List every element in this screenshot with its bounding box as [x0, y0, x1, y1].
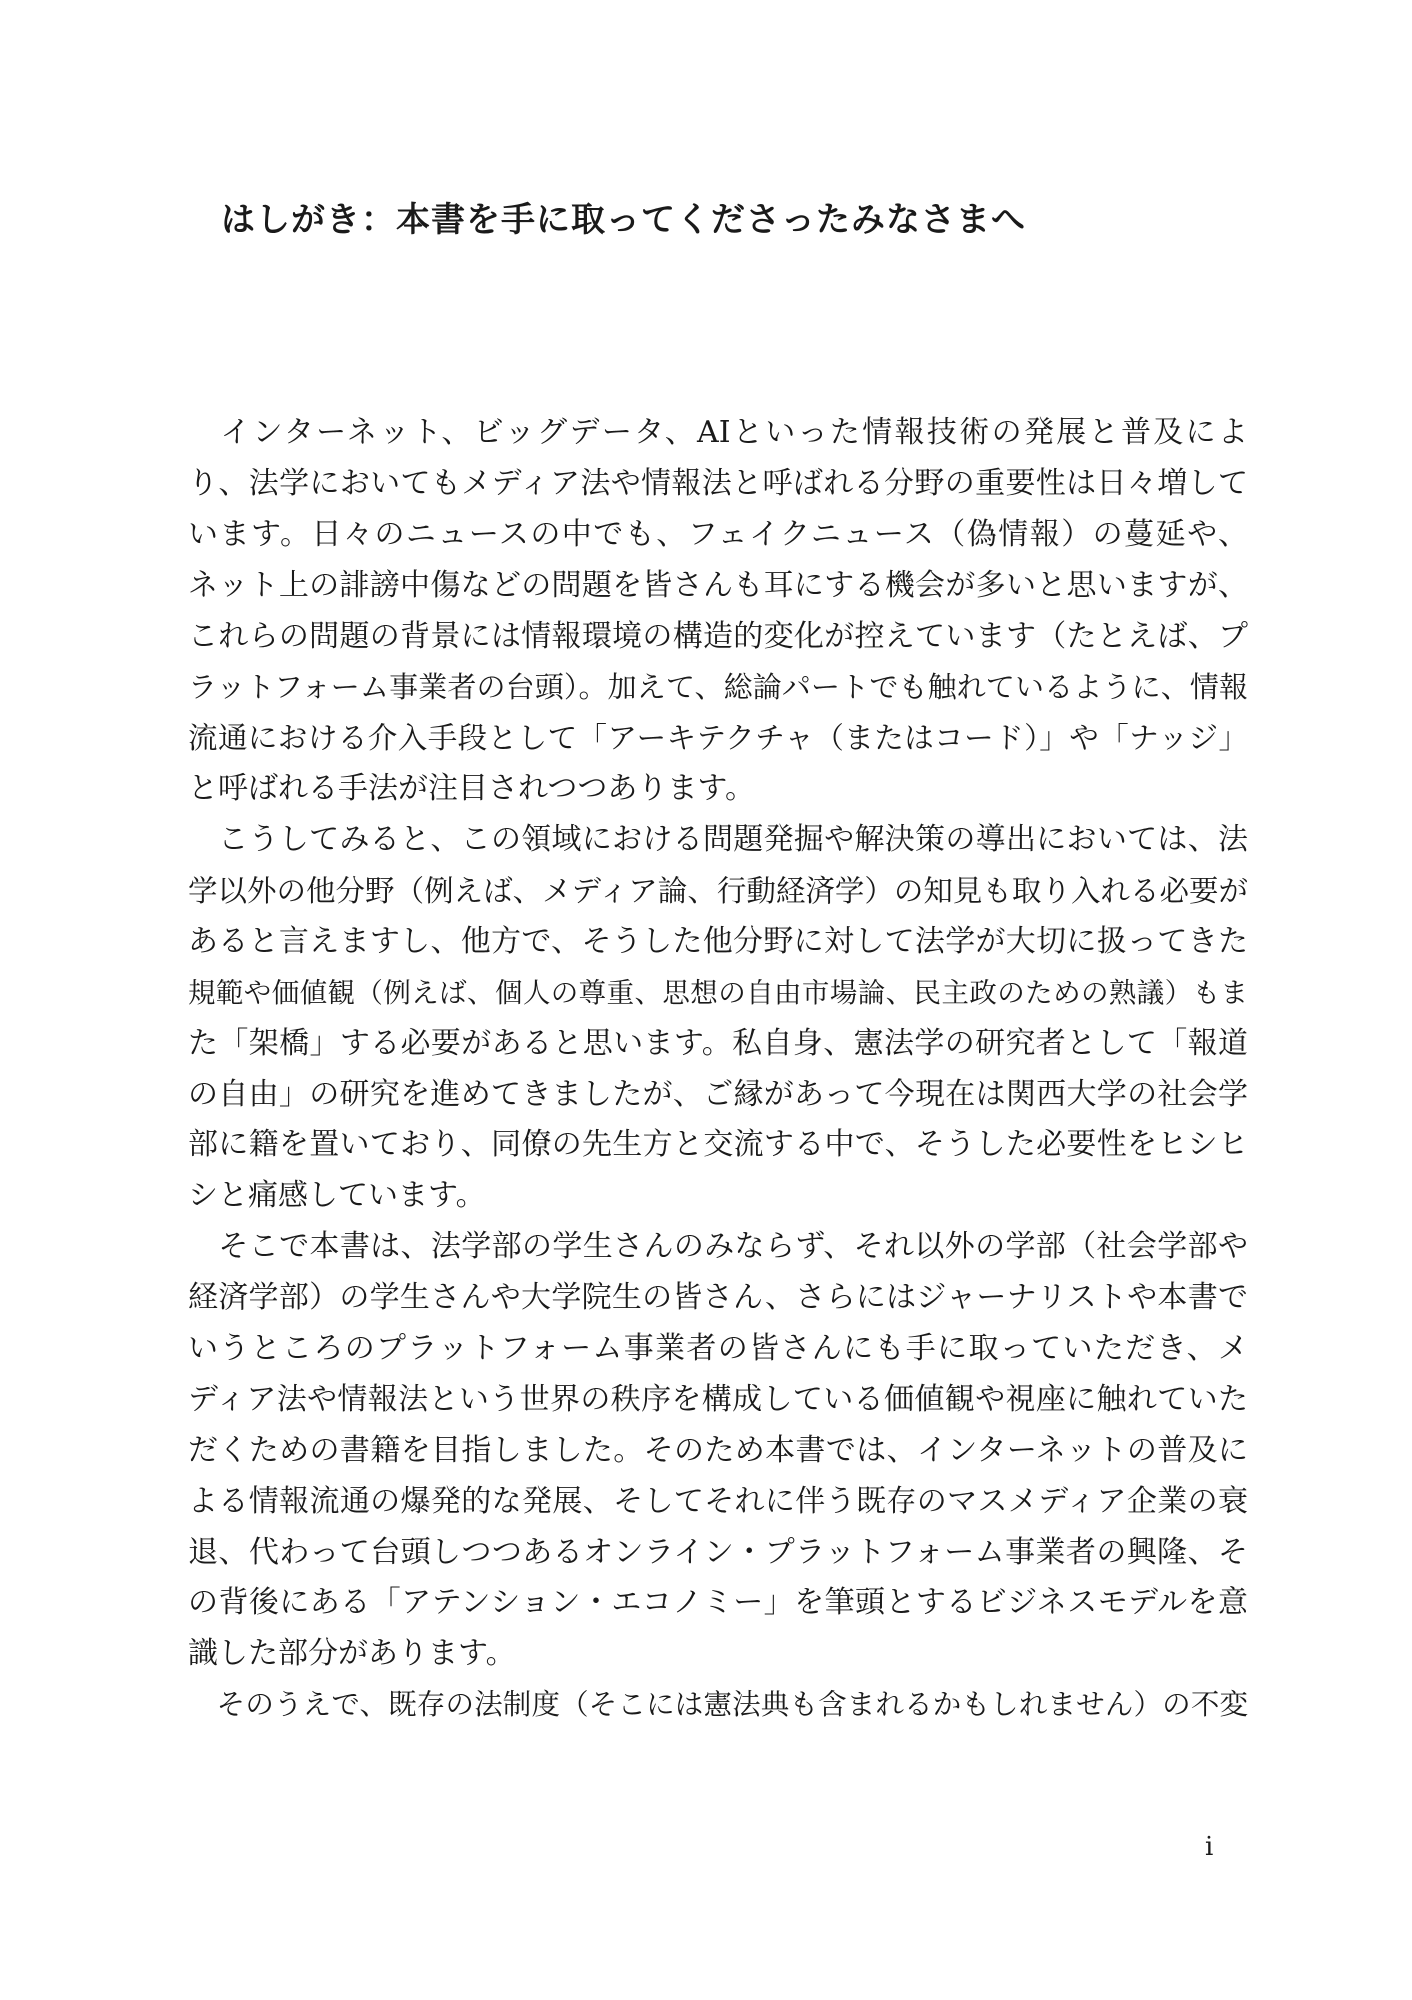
body-line: います。日々のニュースの中でも、フェイクニュース（偽情報）の蔓延や、	[188, 516, 1248, 552]
body-line: と呼ばれる手法が注目されつつあります。	[188, 771, 755, 807]
body-line: だくための書籍を目指しました。そのため本書では、インターネットの普及に	[188, 1432, 1248, 1468]
body-line: よる情報流通の爆発的な発展、そしてそれに伴う既存のマスメディア企業の衰	[188, 1483, 1248, 1519]
body-line: 流通における介入手段として「アーキテクチャ（またはコード）」や「ナッジ」	[188, 721, 1248, 756]
body-line: の背後にある「アテンション・エコノミー」を筆頭とするビジネスモデルを意	[188, 1585, 1248, 1621]
body-line: こうしてみると、この領域における問題発掘や解決策の導出においては、法	[188, 822, 1248, 858]
body-line: の自由」の研究を進めてきましたが、ご縁があって今現在は関西大学の社会学	[188, 1076, 1248, 1112]
body-line: 規範や価値観（例えば、個人の尊重、思想の自由市場論、民主政のための熟議）もま	[188, 976, 1248, 1009]
body-line: 学以外の他分野（例えば、メディア論、行動経済学）の知見も取り入れる必要が	[188, 874, 1248, 909]
page-number: i	[1205, 1832, 1214, 1862]
body-line: ディア法や情報法という世界の秩序を構成している価値観や視座に触れていた	[188, 1381, 1248, 1417]
body-line: ネット上の誹謗中傷などの問題を皆さんも耳にする機会が多いと思いますが、	[188, 567, 1248, 603]
body-line: り、法学においてもメディア法や情報法と呼ばれる分野の重要性は日々増して	[188, 465, 1248, 501]
body-line: 識した部分があります。	[188, 1636, 516, 1672]
body-line: 退、代わって台頭しつつあるオンライン・プラットフォーム事業者の興隆、そ	[188, 1534, 1248, 1570]
body-line: 部に籍を置いており、同僚の先生方と交流する中で、そうした必要性をヒシヒ	[188, 1127, 1248, 1163]
body-line: そこで本書は、法学部の学生さんのみならず、それ以外の学部（社会学部や	[188, 1229, 1248, 1265]
body-line: た「架橋」する必要があると思います。私自身、憲法学の研究者として「報道	[188, 1025, 1248, 1061]
body-line: 経済学部）の学生さんや大学院生の皆さん、さらにはジャーナリストや本書で	[188, 1280, 1248, 1316]
body-text	[188, 408, 1248, 1731]
body-line: ラットフォーム事業者の台頭）。加えて、総論パートでも触れているように、情報	[188, 670, 1248, 705]
body-line: インターネット、ビッグデータ、AIといった情報技術の発展と普及によ	[188, 415, 1248, 450]
body-line: そのうえで、既存の法制度（そこには憲法典も含まれるかもしれません）の不変	[188, 1688, 1248, 1722]
body-line: いうところのプラットフォーム事業者の皆さんにも手に取っていただき、メ	[188, 1331, 1248, 1367]
page-title: はしがき：本書を手に取ってくださったみなさまへ	[221, 200, 1026, 240]
body-line: あると言えますし、他方で、そうした他分野に対して法学が大切に扱ってきた	[188, 923, 1248, 959]
body-line: シと痛感しています。	[188, 1178, 486, 1214]
body-line: これらの問題の背景には情報環境の構造的変化が控えています（たとえば、プ	[188, 618, 1248, 654]
